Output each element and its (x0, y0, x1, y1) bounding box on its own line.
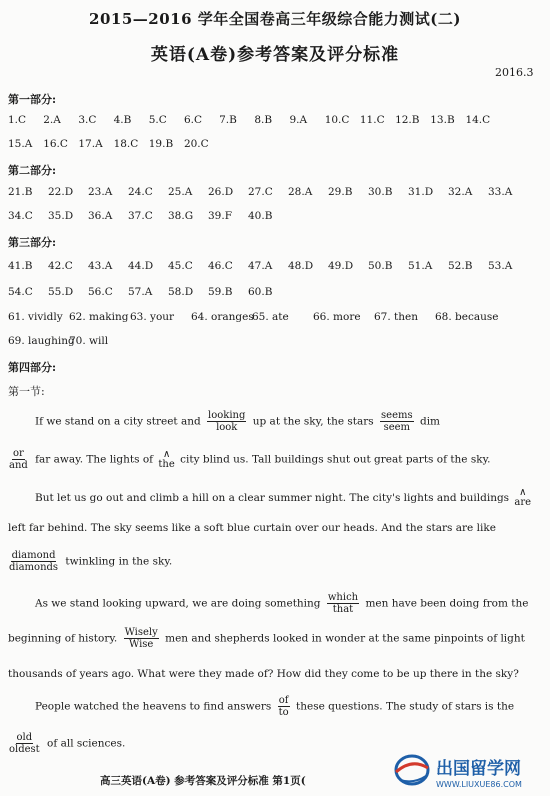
correction-original: and (9, 460, 28, 471)
answer-item: 57.A (128, 286, 153, 298)
answer-item: 44.D (128, 260, 154, 272)
watermark-globe-icon (392, 752, 548, 792)
answer-item: 54.C (8, 286, 33, 298)
correction-new: looking (208, 410, 246, 421)
answer-item: 55.D (48, 286, 74, 298)
answer-item: 17.A (78, 138, 103, 150)
answer-item: 34.C (8, 210, 33, 222)
part1-row-2 (8, 138, 219, 150)
answer-item: 49.D (328, 260, 354, 272)
passage-text: But let us go out and climb a hill on a clear summer night. The city's lights and buildings (35, 492, 510, 504)
correction-which (327, 592, 359, 615)
answer-item: 1.C (8, 114, 27, 126)
answer-item: 31.D (408, 186, 434, 198)
watermark-name: 出国留学网 (436, 759, 521, 779)
answer-item: 33.A (488, 186, 513, 198)
answer-item: 23.A (88, 186, 113, 198)
answer-item: 69. laughing (8, 335, 75, 347)
answer-item: 43.A (88, 260, 113, 272)
correction-new: Wisely (124, 627, 158, 638)
passage-text: thousands of years ago. What were they made of? How did they come to be up there in the sky? (8, 668, 519, 680)
answer-item: 56.C (88, 286, 113, 298)
watermark-url: WWW.LIUXUE86.COM (436, 780, 522, 789)
passage-line-7 (8, 627, 525, 650)
correction-new: old (16, 732, 33, 743)
answer-item: 35.D (48, 210, 74, 222)
answer-item: 64. oranges (191, 311, 254, 323)
answer-item: 2.A (43, 114, 61, 126)
passage-text: As we stand looking upward, we are doing something (35, 597, 321, 610)
answer-item: 8.B (254, 114, 273, 126)
answer-item: 24.C (128, 186, 153, 198)
caret-mark: ∧ (519, 487, 527, 498)
insertion-the (158, 450, 174, 470)
answer-item: 21.B (8, 186, 33, 198)
passage-text: these questions. The study of stars is the (296, 700, 515, 713)
passage-text: twinkling in the sky. (65, 555, 173, 568)
answer-item: 10.C (324, 114, 350, 126)
correction-looking (207, 410, 246, 433)
part3-row-3 (8, 311, 499, 323)
answer-item: 13.B (430, 114, 455, 126)
correction-new: or (13, 448, 24, 459)
passage-line-5 (8, 550, 172, 573)
answer-item: 29.B (328, 186, 353, 198)
correction-new: of (278, 695, 289, 706)
passage-line-3 (35, 488, 533, 508)
answer-item: 58.D (168, 286, 194, 298)
correction-new: which (327, 592, 359, 603)
passage-text: People watched the heavens to find answers (35, 700, 272, 713)
answer-item: 48.D (288, 260, 314, 272)
answer-item: 47.A (248, 260, 273, 272)
correction-original: diamonds (9, 562, 59, 573)
caret-mark: ∧ (162, 448, 171, 460)
correction-new: seems (381, 410, 413, 421)
passage-text: far away. The lights of (35, 453, 154, 466)
correction-new: diamond (11, 550, 56, 561)
passage-text: dim (419, 415, 441, 428)
correction-original: oldest (9, 744, 40, 755)
passage-line-4 (8, 522, 496, 534)
answer-item: 41.B (8, 260, 33, 272)
answer-item: 26.D (208, 186, 234, 198)
part3-row-1 (8, 260, 528, 272)
answer-item: 63. your (130, 311, 175, 323)
answer-item: 62. making (69, 311, 129, 323)
page-footer: 高三英语(A卷) 参考答案及评分标准 第1页( (100, 775, 306, 787)
answer-item: 52.B (448, 260, 473, 272)
part1-row-1 (8, 114, 501, 126)
answer-item: 45.C (168, 260, 193, 272)
answer-item: 60.B (248, 286, 273, 298)
correction-original: to (278, 707, 289, 718)
answer-item: 50.B (368, 260, 393, 272)
passage-text: beginning of history. (8, 632, 118, 645)
answer-item: 61. vividly (8, 311, 63, 323)
passage-line-10 (8, 732, 125, 755)
correction-or (8, 448, 29, 471)
answer-item: 42.C (48, 260, 73, 272)
answer-item: 16.C (43, 138, 68, 150)
insertion-are (514, 488, 531, 508)
answer-item: 12.B (395, 114, 420, 126)
answer-item: 53.A (488, 260, 513, 272)
passage-text: men have been doing from the (365, 597, 529, 610)
correction-wisely (124, 627, 159, 650)
insertion-word: the (158, 458, 175, 470)
part2-row-1 (8, 186, 528, 198)
answer-item: 51.A (408, 260, 433, 272)
correction-original: look (216, 422, 238, 433)
answer-item: 40.B (248, 210, 273, 222)
answer-item: 14.C (465, 114, 491, 126)
answer-item: 25.A (168, 186, 193, 198)
passage-text: city blind us. Tall buildings shut out great parts of the sky. (180, 453, 491, 466)
passage-text: left far behind. The sky seems like a soft blue curtain over our heads. And the stars are like (8, 522, 496, 534)
answer-item: 15.A (8, 138, 33, 150)
correction-old (8, 732, 41, 755)
part2-row-2 (8, 210, 288, 222)
answer-item: 19.B (148, 138, 174, 150)
answer-item: 9.A (289, 114, 308, 126)
passage-text: If we stand on a city street and (35, 415, 201, 428)
answer-item: 11.C (359, 114, 385, 126)
correction-seems (380, 410, 414, 433)
part1-heading: 第一部分: (8, 93, 57, 106)
answer-item: 39.F (208, 210, 232, 222)
passage-line-9 (35, 695, 514, 718)
answer-item: 46.C (208, 260, 233, 272)
passage-text: men and shepherds looked in wonder at the same pinpoints of light (165, 632, 525, 645)
correction-diamond (8, 550, 59, 573)
answer-item: 66. more (313, 311, 361, 323)
answer-item: 68. because (435, 311, 499, 323)
answer-item: 38.G (168, 210, 194, 222)
answer-item: 4.B (113, 114, 132, 126)
answer-item: 20.C (183, 138, 209, 150)
answer-item: 27.C (248, 186, 273, 198)
part3-heading: 第三部分: (8, 236, 57, 249)
answer-item: 7.B (219, 114, 237, 126)
answer-item: 37.C (128, 210, 153, 222)
correction-of (278, 695, 290, 718)
answer-item: 32.A (448, 186, 473, 198)
passage-line-8 (8, 668, 519, 680)
passage-text: of all sciences. (47, 737, 126, 750)
insertion-word: are (514, 497, 532, 508)
answer-item: 65. ate (252, 311, 289, 323)
answer-item: 70. will (69, 335, 109, 347)
part3-row-2 (8, 286, 288, 298)
document-subtitle: 英语(A卷)参考答案及评分标准 (150, 45, 400, 65)
answer-item: 5.C (148, 114, 167, 126)
answer-item: 3.C (78, 114, 97, 126)
correction-original: seem (383, 422, 411, 433)
part2-heading: 第二部分: (8, 164, 57, 177)
passage-line-2 (8, 448, 490, 471)
part4-heading: 第四部分: (8, 361, 57, 374)
section1-heading: 第一节: (8, 385, 45, 398)
part3-row-4 (8, 335, 130, 347)
document-title: 2015—2016 学年全国卷高三年级综合能力测试(二) (89, 10, 461, 28)
answer-item: 18.C (113, 138, 139, 150)
answer-item: 6.C (183, 114, 202, 126)
answer-item: 67. then (374, 311, 418, 323)
answer-item: 59.B (208, 286, 233, 298)
correction-original: Wise (128, 639, 154, 650)
document-date: 2016.3 (495, 66, 534, 79)
passage-text: up at the sky, the stars (252, 415, 374, 428)
answer-item: 30.B (368, 186, 393, 198)
answer-item: 22.D (48, 186, 74, 198)
correction-original: that (332, 604, 354, 615)
answer-item: 28.A (288, 186, 313, 198)
passage-line-6 (35, 592, 528, 615)
answer-item: 36.A (88, 210, 113, 222)
watermark-logo (392, 752, 548, 792)
passage-line-1 (35, 410, 440, 433)
